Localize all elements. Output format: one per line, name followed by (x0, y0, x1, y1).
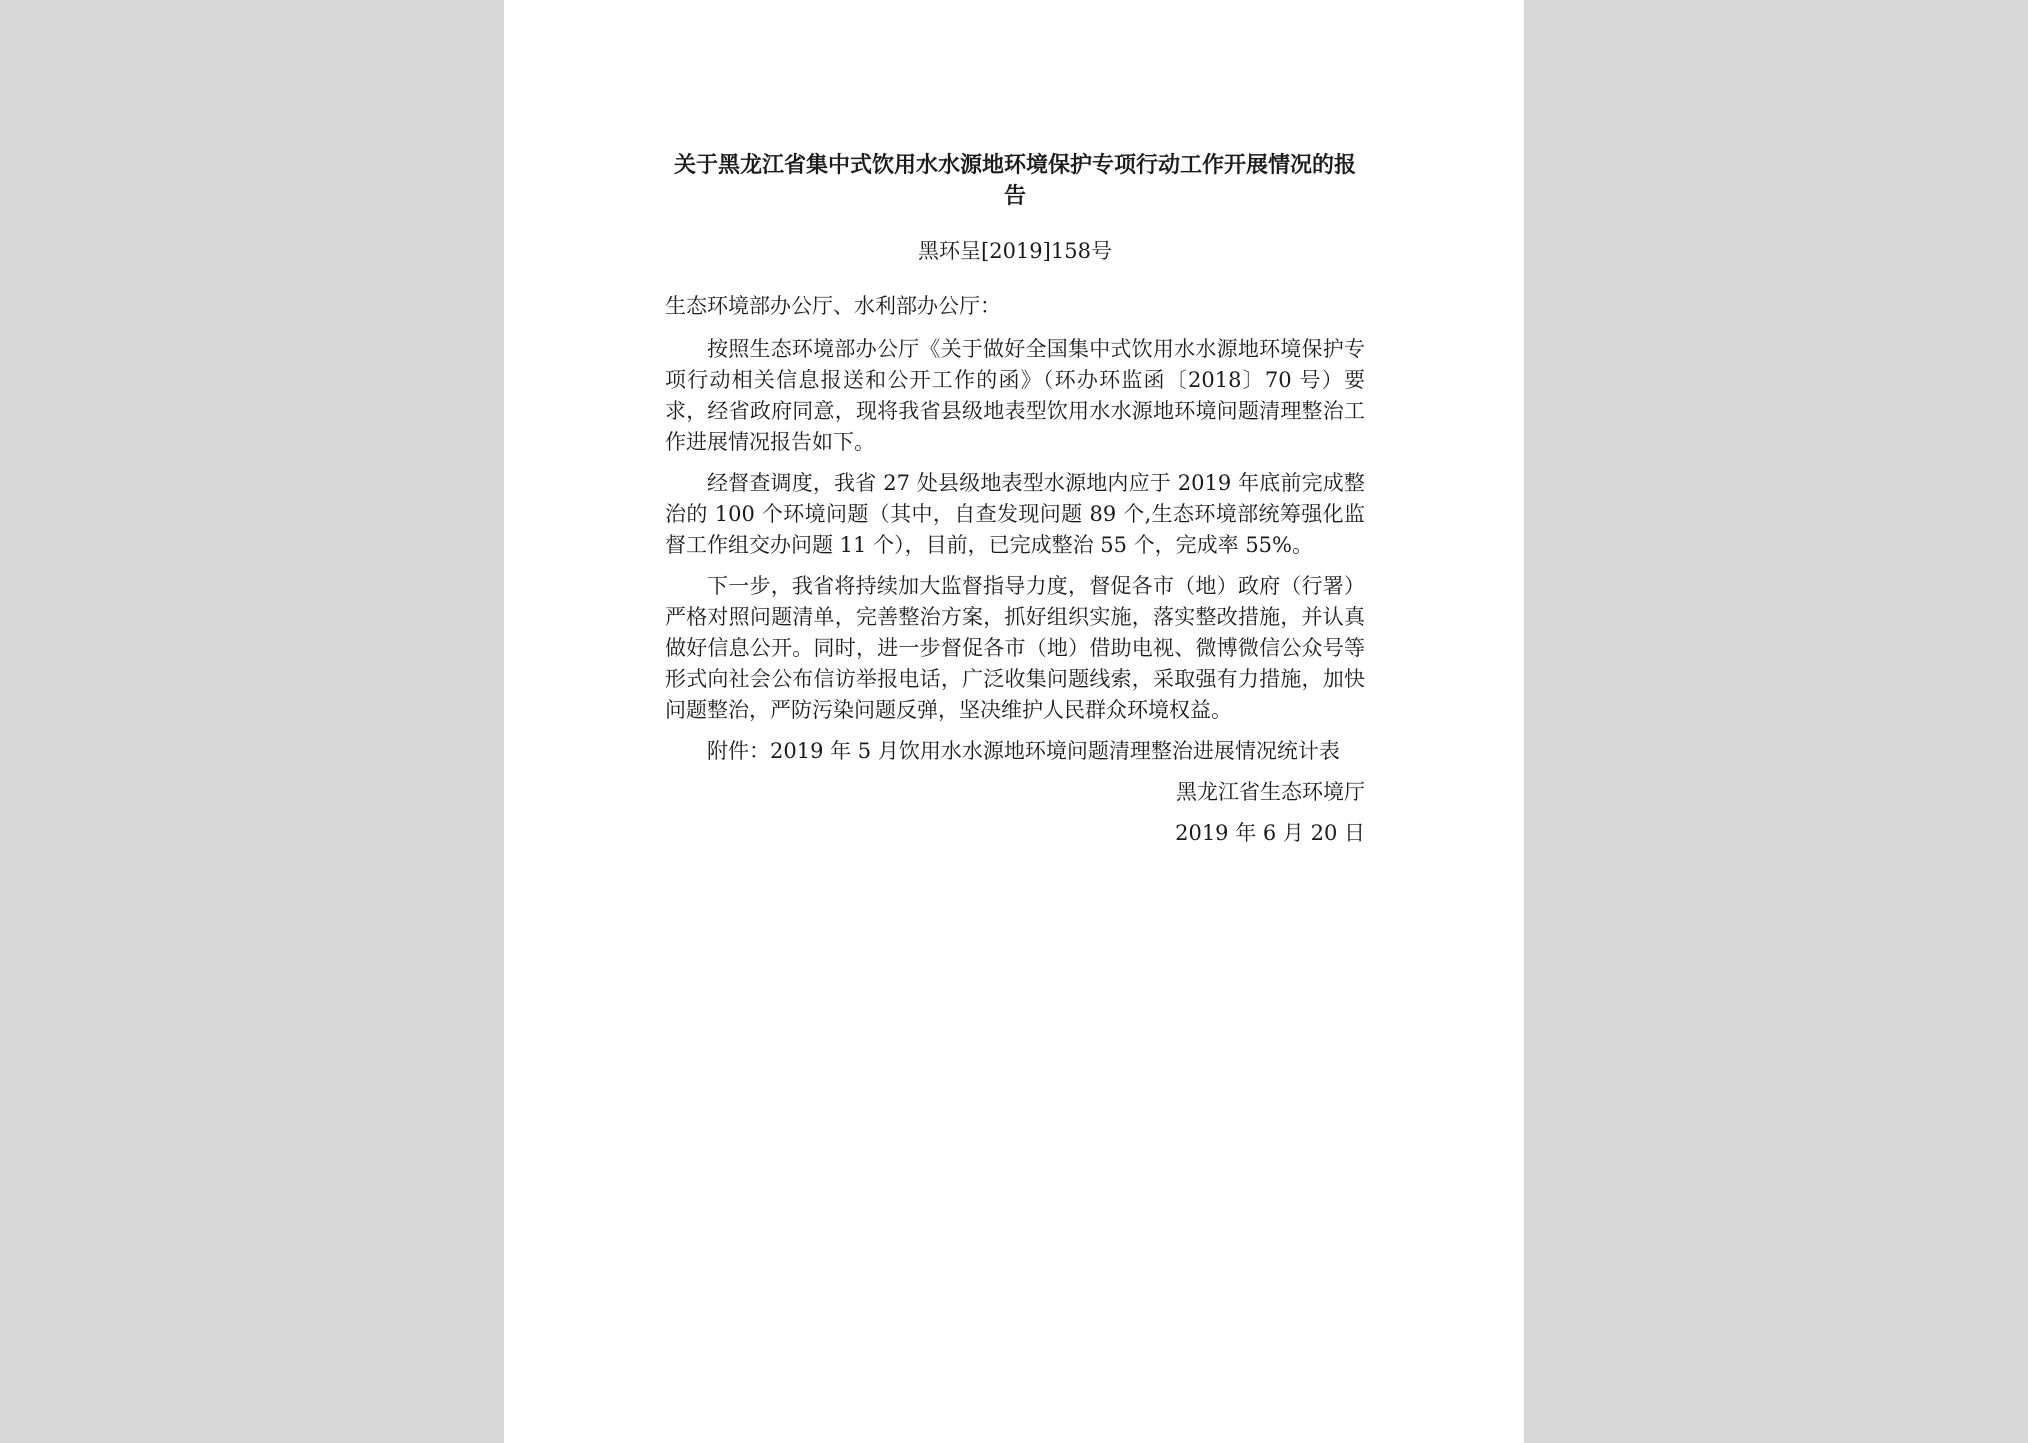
document-page (504, 0, 1524, 1443)
document-number: 黑环呈[2019]158号 (918, 239, 1112, 263)
document-title: 关于黑龙江省集中式饮用水水源地环境保护专项行动工作开展情况的报告 (673, 152, 1356, 209)
body-paragraph: 下一步，我省将持续加大监督指导力度，督促各市（地）政府（行署）严格对照问题清单，完善整治方案，抓好组织实施，落实整改措施，并认真做好信息公开。同时，进一步督促各市（地）借助电视、微博微信公众号等形式向社会公布信访举报电话，广泛收集问题线索，采取强有力措施，加快问题整治，严防污染问题反弹，坚决维护人民群众环境权益。 (665, 574, 1365, 722)
document-salutation: 生态环境部办公厅、水利部办公厅： (665, 294, 1001, 318)
signature-organization: 黑龙江省生态环境厅 (1176, 780, 1365, 804)
body-paragraph: 按照生态环境部办公厅《关于做好全国集中式饮用水水源地环境保护专项行动相关信息报送和公开工作的函》（环办环监函〔2018〕70 号）要求，经省政府同意，现将我省县级地表型饮用水水源地环境问题清理整治工作进展情况报告如下。 (665, 337, 1365, 454)
signature-date: 2019 年 6 月 20 日 (1175, 821, 1365, 845)
document-content (665, 150, 1365, 849)
attachment-note: 附件：2019 年 5 月饮用水水源地环境问题清理整治进展情况统计表 (707, 739, 1340, 763)
body-paragraph: 经督查调度，我省 27 处县级地表型水源地内应于 2019 年底前完成整治的 100 个环境问题（其中，自查发现问题 89 个,生态环境部统筹强化监督工作组交办问题 11 个），目前，已完成整治 55 个，完成率 55%。 (665, 471, 1365, 557)
